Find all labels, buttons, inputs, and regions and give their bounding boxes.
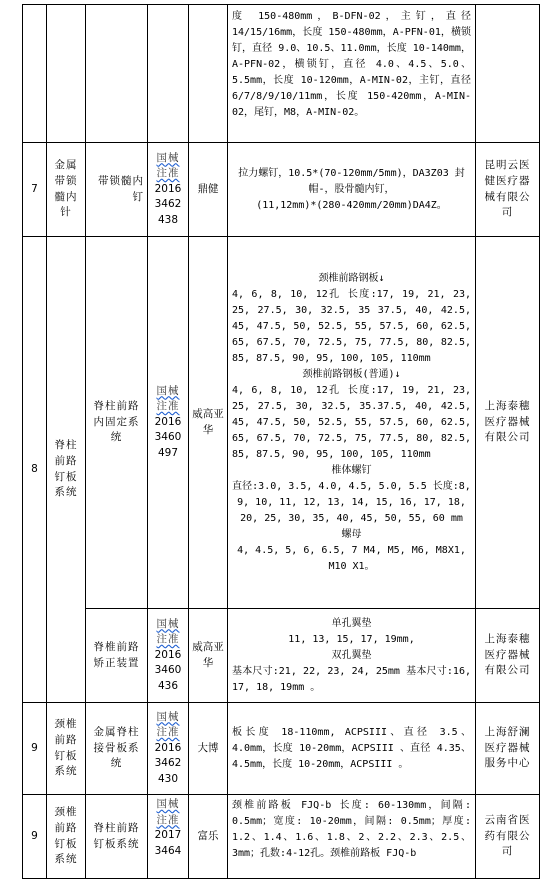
reg-line: 2017 (154, 829, 182, 842)
registration-cell (148, 143, 189, 237)
reg-line: 2016 (154, 415, 182, 428)
index-cell (23, 795, 47, 879)
name-cell (47, 703, 86, 795)
spec-text: 4, 6, 8, 10, 12孔 长度:17, 19, 21, 23, 25, 27.5, 30, 32.5, 35.37.5, 40, 42.5, 45, 47.5, 50, 52.5, 55, 57.5, 60, 62.5, 65, 67.5, 70, 72.5, 75, 77.5, 80, 82.5, 85, 87.5, 90, 95, 100, 105, 110mm (232, 384, 471, 460)
spec-text: 基本尺寸:21, 22, 23, 24, 25mm 基本尺寸:16, 17, 18, 19mm 。 (232, 665, 471, 693)
spec-cell (228, 5, 476, 143)
manufacturer-cell (189, 143, 228, 237)
product-name: 脊椎前路矫正装置 (93, 640, 140, 669)
company-cell (476, 237, 540, 609)
index-cell (23, 703, 47, 795)
table-row (23, 5, 540, 143)
company-name: 上海泰穗医疗器械有限公司 (484, 400, 531, 444)
spec-cell (228, 795, 476, 879)
spec-text: 直径:3.0, 3.5, 4.0, 4.5, 5.0, 5.5 长度:8, 9, 10, 11, 12, 13, 14, 15, 16, 17, 18, 20, 25, 30, 35, 40, 45, 50, 55, 60 mm (232, 480, 471, 524)
manufacturer-cell (189, 703, 228, 795)
reg-line: 3462 (154, 198, 182, 211)
spec-text: 4, 6, 8, 10, 12孔 长度:17, 19, 21, 23, 25, 27.5, 30, 32.5, 35 37.5, 40, 42.5, 45, 47.5, 50, 52.5, 55, 57.5, 60, 62.5, 65, 67.5, 70, 72.5, 75, 77.5, 80, 82.5, 85, 87.5, 90, 95, 100, 105, 110mm (232, 288, 471, 364)
product-cell (86, 237, 148, 609)
reg-line: 国械 (156, 798, 180, 810)
manufacturer-name: 威高亚华 (192, 640, 224, 669)
manufacturer-cell (189, 237, 228, 609)
product-name: 带锁髓内钉 (98, 174, 144, 203)
reg-line: 2016 (154, 182, 182, 195)
reg-line: 3462 (154, 757, 182, 770)
category-name: 金属带锁髓内针 (54, 159, 78, 219)
spec-heading: 单孔翼垫 (331, 617, 372, 629)
reg-line: 3464 (154, 844, 182, 857)
table-row (23, 703, 540, 795)
manufacturer-name: 富乐 (197, 829, 219, 842)
spec-text: 4, 4.5, 5, 6, 6.5, 7 M4, M5, M6, M8X1, M10 X1。 (237, 544, 466, 572)
reg-line: 430 (157, 772, 179, 785)
spec-text: 颈椎前路板 FJQ-b 长度: 60-130mm，间隔: 0.5mm；宽度: 10-20mm，间隔: 0.5mm；厚度: 1.2、1.4、1.6、1.8、2、2.2、2.3、2.5、3mm；孔数:4-12孔。颈椎前路板 FJQ-b (232, 800, 471, 859)
spec-heading: 螺母 (341, 528, 362, 540)
index-cell (23, 5, 47, 143)
reg-line: 436 (157, 679, 179, 692)
table-row (23, 795, 540, 879)
index-cell (23, 237, 47, 703)
table-row (23, 237, 540, 609)
spec-heading: 双孔翼垫 (331, 649, 372, 661)
category-name: 颈椎前路钉板系统 (54, 806, 78, 866)
spec-heading: 颈椎前路钢板↓ (318, 272, 385, 284)
company-cell (476, 703, 540, 795)
spec-text: (11,12mm)*(280-420mm/20mm)DA4Z。 (256, 199, 447, 211)
product-cell (86, 703, 148, 795)
reg-line: 国械 (156, 617, 180, 630)
spec-heading: 椎体螺钉 (331, 464, 372, 476)
product-name: 脊柱前路钉板系统 (93, 821, 140, 850)
row-index: 7 (31, 182, 38, 195)
product-cell (86, 5, 148, 143)
product-name: 脊柱前路内固定系统 (93, 400, 140, 444)
manufacturer-cell (189, 795, 228, 879)
product-name: 金属脊柱接骨板系统 (93, 726, 140, 770)
reg-line: 3460 (154, 431, 182, 444)
manufacturer-name: 威高亚华 (192, 407, 224, 436)
reg-line: 497 (157, 446, 179, 459)
index-cell (23, 143, 47, 237)
manufacturer-cell (189, 5, 228, 143)
reg-line: 2016 (154, 741, 182, 754)
row-index: 9 (31, 829, 38, 842)
spec-cell (228, 237, 476, 609)
category-name: 颈椎前路钉板系统 (54, 718, 78, 778)
reg-line: 438 (157, 213, 179, 226)
manufacturer-name: 鼎健 (197, 182, 219, 195)
spec-text: 度 150-480mm，B-DFN-02，主钉，直径 14/15/16mm，长度 150-480mm，A-PFN-01，横锁钉，直径 9.0、10.5、11.0mm，长度 10-140mm，A-PFN-02，横锁钉，直径 4.0、4.5、5.0、5.5mm，长度 10-120mm，A-MIN-02，主钉，直径 6/7/8/9/10/11mm，长度 150-420mm，A-MIN-02，尾钉，M8，A-MIN-02。 (232, 11, 471, 118)
name-cell (47, 5, 86, 143)
spec-text: 板长度 18-110mm, ACPSIII、直径 3.5、4.0mm，长度 10-20mm，ACPSIII 、直径 4.35、4.5mm，长度 10-20mm，ACPSIII 。 (232, 726, 471, 770)
reg-line: 国械 (156, 151, 180, 164)
reg-line: 注准 (156, 726, 180, 739)
product-cell (86, 609, 148, 703)
category-name: 脊柱前路钉板系统 (54, 439, 78, 499)
manufacturer-name: 大博 (197, 741, 219, 754)
company-name: 上海泰穗医疗器械有限公司 (484, 633, 531, 677)
registration-cell (148, 703, 189, 795)
company-cell (476, 143, 540, 237)
registration-cell (148, 795, 189, 879)
row-index: 9 (31, 741, 38, 754)
manufacturer-cell (189, 609, 228, 703)
registration-cell (148, 237, 189, 609)
spec-heading: 颈椎前路钢板(普通)↓ (302, 368, 401, 380)
reg-line: 注准 (156, 167, 180, 180)
company-name: 上海舒澜医疗器械服务中心 (484, 726, 531, 770)
company-name: 云南省医药有限公司 (484, 814, 531, 858)
spec-cell (228, 609, 476, 703)
name-cell (47, 237, 86, 703)
reg-line: 注准 (156, 400, 180, 413)
company-cell (476, 609, 540, 703)
company-cell (476, 795, 540, 879)
product-table (22, 4, 540, 879)
reg-line: 国械 (156, 710, 180, 723)
reg-line: 国械 (156, 384, 180, 397)
product-cell (86, 143, 148, 237)
company-name: 昆明云医健医疗器械有限公司 (484, 159, 531, 219)
name-cell (47, 143, 86, 237)
spec-text: 11, 13, 15, 17, 19mm, (288, 633, 415, 645)
spec-cell (228, 703, 476, 795)
reg-line: 3460 (154, 664, 182, 677)
registration-cell (148, 5, 189, 143)
spec-text: 拉力螺钉，10.5*(70-120mm/5mm)，DA3Z03 封帽-，股骨髓内钉， (238, 167, 465, 195)
registration-cell (148, 609, 189, 703)
table-row (23, 609, 540, 703)
reg-line: 2016 (154, 648, 182, 661)
name-cell (47, 795, 86, 879)
reg-line: 注准 (156, 633, 180, 646)
spec-cell (228, 143, 476, 237)
table-row (23, 143, 540, 237)
company-cell (476, 5, 540, 143)
row-index: 8 (31, 462, 38, 475)
product-cell (86, 795, 148, 879)
reg-line: 注准 (156, 813, 180, 826)
